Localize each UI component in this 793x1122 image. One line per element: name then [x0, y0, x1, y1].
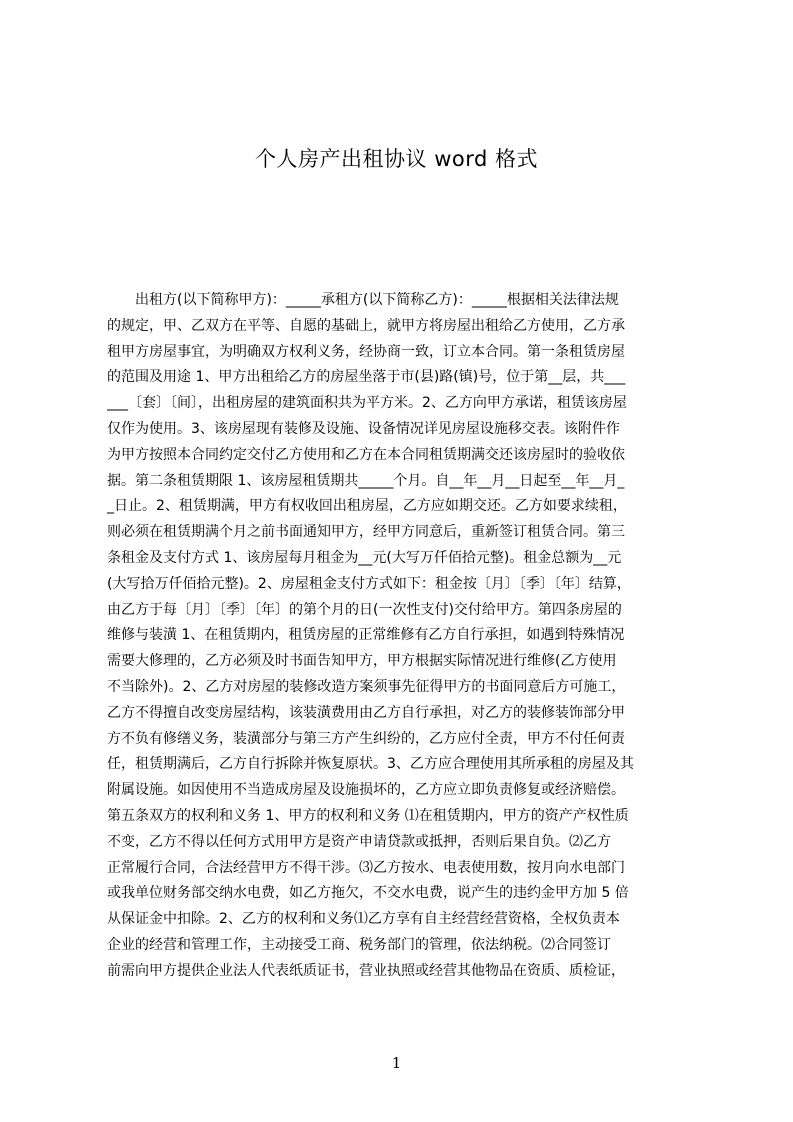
body-line: 前需向甲方提供企业法人代表纸质证书，营业执照或经营其他物品在资质、质检证， [107, 962, 625, 979]
body-line: 租甲方房屋事宜，为明确双方权利义务，经协商一致，订立本合同。第一条租赁房屋 [107, 343, 625, 360]
body-line: 任，租赁期满后，乙方自行拆除并恢复原状。3、乙方应合理使用其所承租的房屋及其 [107, 756, 634, 773]
body-line: 维修与装潢 1、在租赁期内，租赁房屋的正常维修有乙方自行承担，如遇到特殊情况 [107, 627, 625, 644]
body-line: (大写拾万仟佰拾元整)。2、房屋租金支付方式如下：租金按〔月〕〔季〕〔年〕结算， [107, 575, 631, 592]
body-line: 从保证金中扣除。2、乙方的权利和义务⑴乙方享有自主经营经营资格，全权负责本 [107, 911, 620, 928]
body-line: 由乙方于每〔月〕〔季〕〔年〕的第个月的日(一次性支付)交付给甲方。第四条房屋的 [107, 601, 622, 618]
body-line: 乙方不得擅自改变房屋结构，该装潢费用由乙方自行承担，对乙方的装修装饰部分甲 [107, 704, 625, 721]
body-line: 第五条双方的权利和义务 1、甲方的权利和义务 ⑴在租赁期内，甲方的资产产权性质 [107, 807, 629, 824]
body-line: 方不负有修缮义务，装潢部分与第三方产生纠纷的，乙方应付全责，甲方不付任何责 [107, 730, 625, 747]
body-line: 的规定，甲、乙双方在平等、自愿的基础上，就甲方将房屋出租给乙方使用，乙方承 [107, 317, 625, 334]
body-line: 正常履行合同，合法经营甲方不得干涉。⑶乙方按水、电表使用数，按月向水电部门 [107, 859, 625, 876]
body-line: 需要大修理的，乙方必须及时书面告知甲方，甲方根据实际情况进行维修(乙方使用 [107, 653, 617, 670]
document-title: 个人房产出租协议 word 格式 [255, 147, 538, 171]
body-line: 为甲方按照本合同约定交付乙方使用和乙方在本合同租赁期满交还该房屋时的验收依 [107, 446, 625, 463]
body-line: 附属设施。如因使用不当造成房屋及设施损坏的，乙方应立即负责修复或经济赔偿。 [107, 782, 625, 799]
body-line: 不变，乙方不得以任何方式用甲方是资产申请贷款或抵押，否则后果自负。⑵乙方 [107, 833, 611, 850]
body-line: 的范围及用途 1、甲方出租给乙方的房屋坐落于市(县)路(镇)号，位于第__层，共___ [107, 369, 626, 386]
body-line: 或我单位财务部交纳水电费，如乙方拖欠，不交水电费，说产生的违约金甲方加 5 倍 [107, 885, 629, 902]
body-line: 据。第二条租赁期限 1、该房屋租赁期共_____个月。自__年__月__日起至__年__月_ [107, 472, 625, 489]
contract-body [107, 288, 697, 985]
body-line: ___〔套〕〔间〕，出租房屋的建筑面积共为平方米。2、乙方向甲方承诺，租赁该房屋 [107, 395, 627, 412]
body-line: 企业的经营和管理工作，主动接受工商、税务部门的管理，依法纳税。⑵合同签订 [107, 936, 611, 953]
body-line: 则必须在租赁期满个月之前书面通知甲方，经甲方同意后，重新签订租赁合同。第三 [107, 524, 625, 541]
body-line: 出租方(以下简称甲方)：_____承租方(以下简称乙方)：_____根据相关法律法规 [107, 292, 619, 308]
body-line: _日止。2、租赁期满，甲方有权收回出租房屋，乙方应如期交还。乙方如要求续租， [107, 498, 627, 515]
body-line: 条租金及支付方式 1、该房屋每月租金为__元(大写万仟佰拾元整)。租金总额为__元 [107, 549, 622, 566]
page-number: 1 [391, 1054, 402, 1072]
body-line: 不当除外)。2、乙方对房屋的装修改造方案须事先征得甲方的书面同意后方可施工， [107, 678, 626, 695]
body-line: 仅作为使用。3、该房屋现有装修及设施、设备情况详见房屋设施移交表。该附件作 [107, 420, 620, 437]
